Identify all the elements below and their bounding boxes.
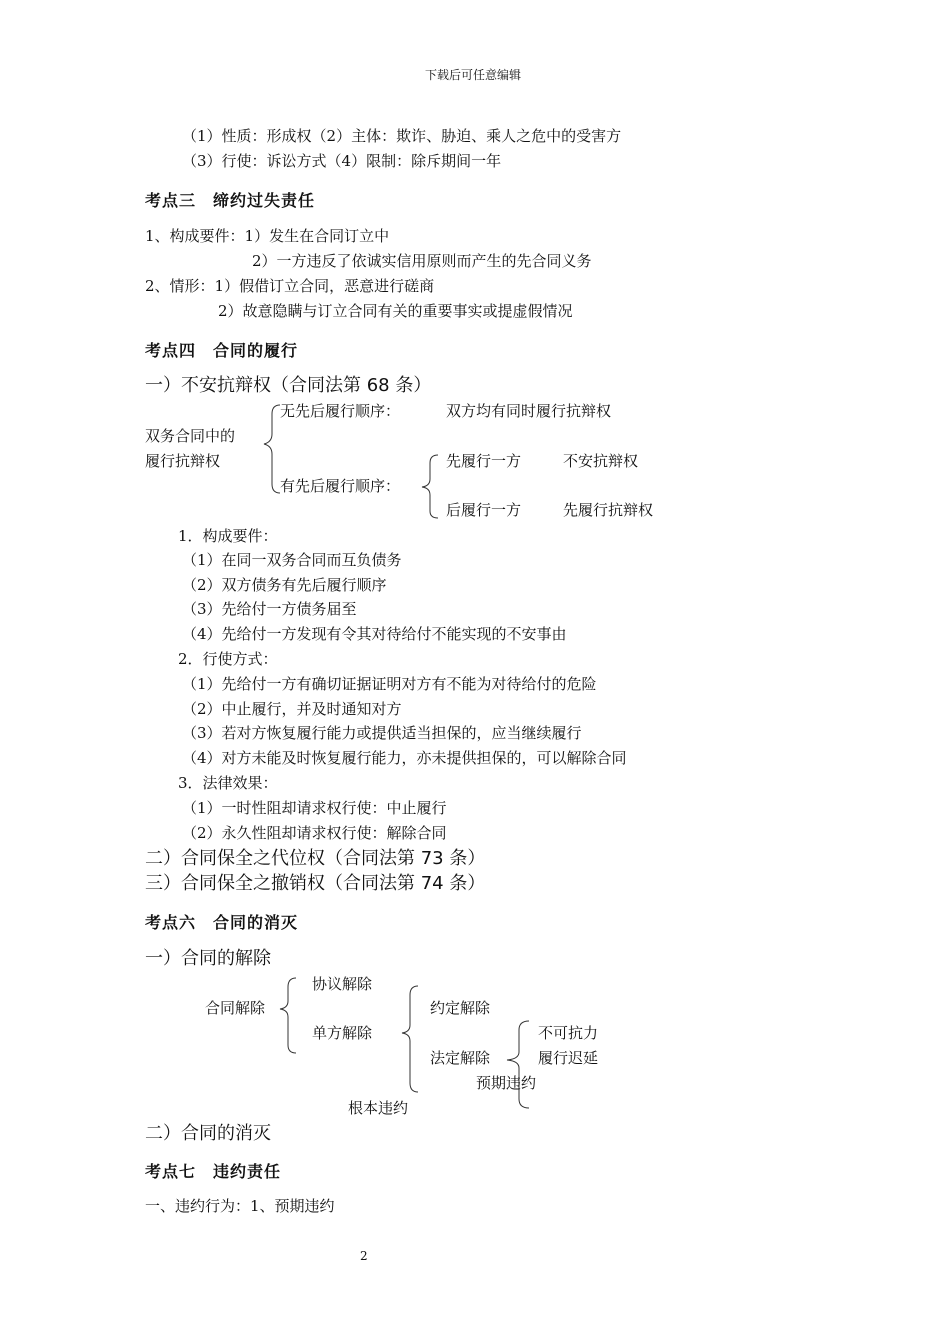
text-line: （3）行使：诉讼方式（4）限制：除斥期间一年 (182, 152, 502, 170)
diagram-node: 先履行一方 (446, 452, 522, 470)
list-heading: 3．法律效果： (178, 774, 278, 792)
list-item: （4）对方未能及时恢复履行能力，亦未提供担保的，可以解除合同 (182, 749, 627, 767)
diagram-node: 履行迟延 (538, 1049, 599, 1067)
diagram-node: 协议解除 (312, 975, 373, 993)
list-item: （3）若对方恢复履行能力或提供适当担保的，应当继续履行 (182, 724, 582, 742)
diagram-node: 预期违约 (476, 1074, 537, 1092)
subsection-title: 一）合同的解除 (145, 948, 271, 969)
subsection-title: 一）不安抗辩权（合同法第 68 条） (145, 375, 432, 396)
section-title: 考点七 违约责任 (145, 1162, 282, 1181)
text-line: 2、情形：1）假借订立合同，恶意进行磋商 (145, 277, 435, 295)
header-note: 下载后可任意编辑 (425, 68, 522, 82)
list-item: （2）双方债务有先后履行顺序 (182, 576, 387, 594)
diagram-node: 有先后履行顺序： (280, 477, 401, 495)
diagram-node: 后履行一方 (446, 501, 522, 519)
diagram-node: 根本违约 (348, 1099, 409, 1117)
subsection-title: 二）合同保全之代位权（合同法第 73 条） (145, 848, 486, 869)
diagram-node: 不可抗力 (538, 1024, 599, 1042)
diagram-root: 履行抗辩权 (145, 452, 221, 470)
text-line: （1）性质：形成权（2）主体：欺诈、胁迫、乘人之危中的受害方 (182, 127, 622, 145)
brace-icon (262, 404, 282, 496)
diagram-node: 不安抗辩权 (563, 452, 639, 470)
text-line: 一、违约行为：1、预期违约 (145, 1197, 335, 1215)
section-title: 考点六 合同的消灭 (145, 913, 299, 932)
section-title: 考点四 合同的履行 (145, 341, 299, 360)
list-item: （2）永久性阻却请求权行使：解除合同 (182, 824, 447, 842)
diagram-node: 双方均有同时履行抗辩权 (446, 402, 612, 420)
list-item: （2）中止履行，并及时通知对方 (182, 700, 402, 718)
list-item: （1）一时性阻却请求权行使：中止履行 (182, 799, 447, 817)
list-heading: 2．行使方式： (178, 650, 278, 668)
list-heading: 1．构成要件： (178, 527, 278, 545)
diagram-root: 双务合同中的 (145, 427, 236, 445)
list-item: （1）先给付一方有确切证据证明对方有不能为对待给付的危险 (182, 675, 597, 693)
text-line: 2）故意隐瞒与订立合同有关的重要事实或提虚假情况 (218, 302, 573, 320)
list-item: （4）先给付一方发现有令其对待给付不能实现的不安事由 (182, 625, 567, 643)
subsection-title: 三）合同保全之撤销权（合同法第 74 条） (145, 873, 486, 894)
diagram-node: 先履行抗辩权 (563, 501, 654, 519)
brace-icon (278, 977, 298, 1055)
diagram-node: 法定解除 (430, 1049, 491, 1067)
text-line: 2）一方违反了依诚实信用原则而产生的先合同义务 (252, 252, 592, 270)
diagram-node: 无先后履行顺序： (280, 402, 401, 420)
diagram-node: 单方解除 (312, 1024, 373, 1042)
brace-icon (400, 985, 420, 1095)
diagram-root: 合同解除 (205, 999, 266, 1017)
text-line: 1、构成要件：1）发生在合同订立中 (145, 227, 390, 245)
brace-icon (420, 454, 440, 520)
subsection-title: 二）合同的消灭 (145, 1123, 271, 1144)
brace-icon (505, 1020, 531, 1110)
page-number: 2 (360, 1249, 368, 1263)
diagram-node: 约定解除 (430, 999, 491, 1017)
list-item: （1）在同一双务合同而互负债务 (182, 551, 402, 569)
list-item: （3）先给付一方债务届至 (182, 600, 357, 618)
section-title: 考点三 缔约过失责任 (145, 191, 316, 210)
